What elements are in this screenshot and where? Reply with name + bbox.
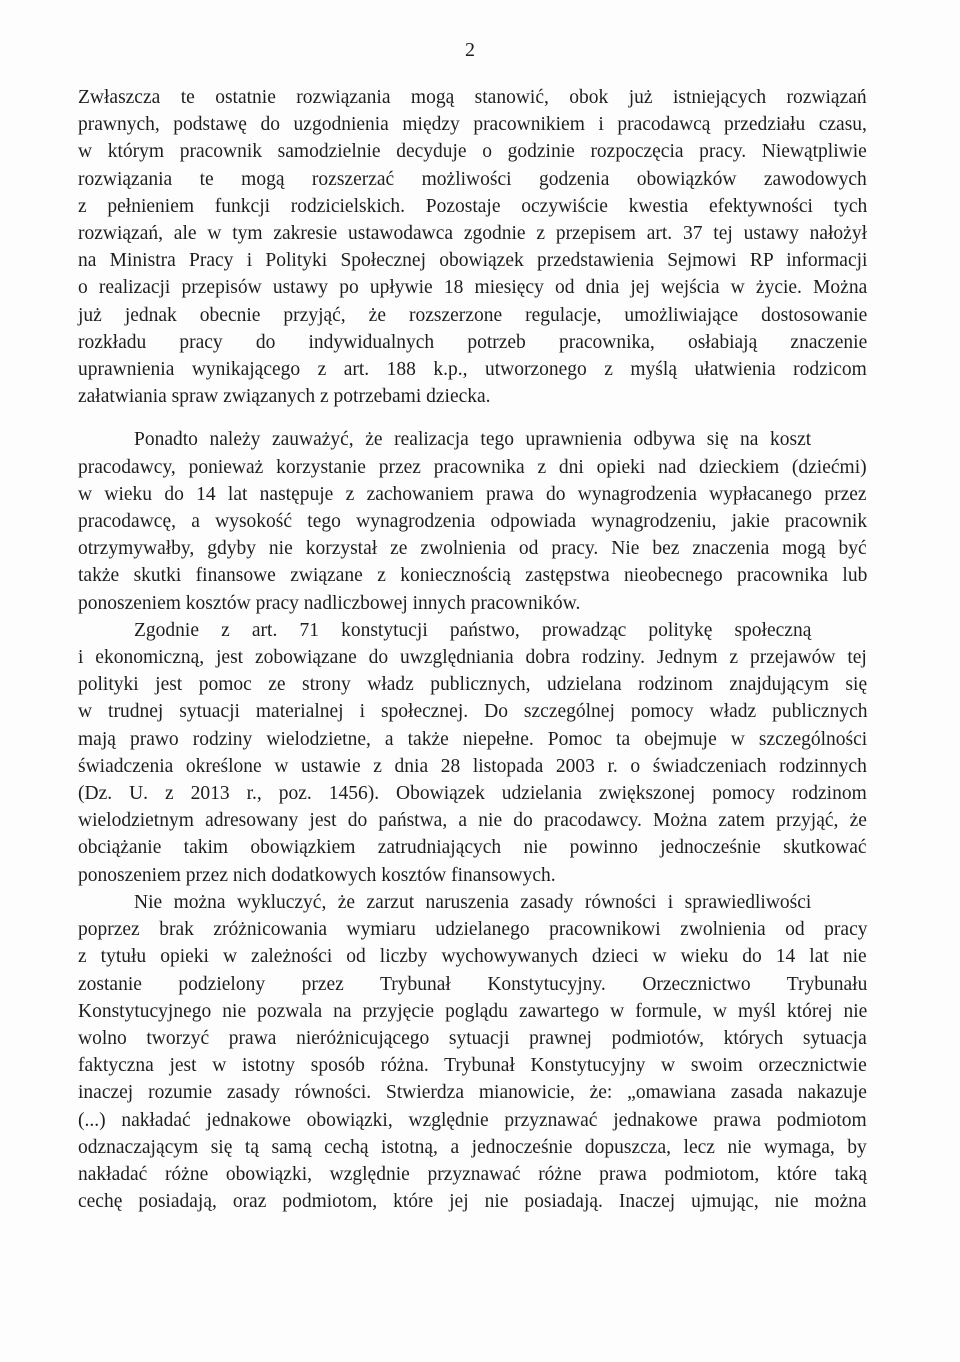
text-line: Zwłaszcza te ostatnie rozwiązania mogą stanowić, obok już istniejących rozwiązań — [78, 87, 867, 108]
text-line: już jednak obecnie przyjąć, że rozszerzone regulacje, umożliwiające dostosowanie — [78, 304, 868, 326]
text-line: wolno tworzyć prawa nieróżnicującego sytuacji prawnej podmiotów, których sytuacja — [78, 1027, 867, 1049]
text-line: Zgodnie z art. 71 konstytucji państwo, prowadząc politykę społeczną — [134, 619, 812, 641]
paragraph-1 — [78, 84, 867, 410]
text-line: (...) nakładać jednakowe obowiązki, względnie przyznawać jednakowe prawa podmiotom — [78, 1109, 867, 1131]
paragraph-2 — [78, 426, 867, 616]
text-line: pracodawcy, ponieważ korzystanie przez pracownika z dni opieki nad dzieckiem (dziećmi) — [78, 456, 867, 478]
text-line: rozkładu pracy do indywidualnych potrzeb pracownika, osłabiają znaczenie — [78, 331, 868, 353]
text-line: uprawnienia wynikającego z art. 188 k.p., utworzonego z myślą ułatwienia rodzicom — [78, 359, 867, 381]
text-line: inaczej rozumie zasady równości. Stwierdza mianowicie, że: „omawiana zasada nakazuje — [78, 1082, 867, 1104]
text-line: rozwiązania te mogą rozszerzać możliwości godzenia obowiązków zawodowych — [78, 168, 867, 190]
text-line: odznaczającym się tą samą cechą istotną, a jednocześnie dopuszcza, lecz nie wymaga, by — [78, 1136, 867, 1158]
document-body — [78, 84, 867, 1215]
text-line: pracodawcę, a wysokość tego wynagrodzenia odpowiada wynagrodzeniu, jakie pracownik — [78, 511, 868, 533]
text-line: ponoszeniem przez nich dodatkowych kosztów finansowych. — [78, 864, 556, 886]
text-line: obciążanie takim obowiązkiem zatrudniających nie powinno jednocześnie skutkować — [78, 837, 867, 859]
text-line: także skutki finansowe związane z koniecznością zastępstwa nieobecnego pracownika lub — [78, 565, 868, 587]
text-line: cechę posiadają, oraz podmiotom, które jej nie posiadają. Inaczej ujmując, nie można — [78, 1191, 867, 1213]
text-line: (Dz. U. z 2013 r., poz. 1456). Obowiązek udzielania zwiększonej pomocy rodzinom — [78, 783, 867, 805]
text-line: załatwiania spraw związanych z potrzebami dziecka. — [78, 386, 491, 408]
text-line: o realizacji przepisów ustawy po upływie 18 miesięcy od dnia jej wejścia w życie. Można — [78, 277, 868, 299]
paragraph-3 — [78, 617, 867, 889]
text-line: mają prawo rodziny wielodzietne, a także niepełne. Pomoc ta obejmuje w szczególności — [78, 728, 868, 750]
text-line: Konstytucyjnego nie pozwala na przyjęcie poglądu zawartego w formule, w myśl której nie — [78, 1000, 868, 1022]
text-line: prawnych, podstawę do uzgodnienia między pracownikiem i pracodawcą przedziału czasu, — [78, 114, 867, 136]
text-line: w trudnej sytuacji materialnej i społecznej. Do szczególnej pomocy władz publicznych — [78, 701, 868, 723]
text-line: poprzez brak zróżnicowania wymiaru udzielanego pracownikowi zwolnienia od pracy — [78, 919, 868, 941]
text-line: otrzymywałby, gdyby nie korzystał ze zwolnienia od pracy. Nie bez znaczenia mogą być — [78, 538, 867, 560]
page-number: 2 — [465, 39, 475, 61]
text-line: świadczenia określone w ustawie z dnia 28 listopada 2003 r. o świadczeniach rodzinnych — [78, 755, 867, 777]
paragraph-4 — [78, 889, 867, 1215]
text-line: Nie można wykluczyć, że zarzut naruszenia zasady równości i sprawiedliwości — [134, 891, 812, 913]
text-line: nakładać różne obowiązki, względnie przyznawać różne prawa podmiotom, które taką — [78, 1163, 868, 1185]
text-line: wielodzietnym adresowany jest do państwa, a nie do pracodawcy. Można zatem przyjąć, że — [78, 810, 867, 832]
text-line: rozwiązań, ale w tym zakresie ustawodawca zgodnie z przepisem art. 37 tej ustawy nałożył — [78, 223, 868, 245]
text-line: w wieku do 14 lat następuje z zachowaniem prawa do wynagrodzenia wypłacanego przez — [78, 483, 867, 505]
text-line: ponoszeniem kosztów pracy nadliczbowej innych pracowników. — [78, 592, 581, 614]
text-line: z tytułu opieki w zależności od liczby wychowywanych dzieci w wieku do 14 lat nie — [78, 946, 867, 968]
text-line: zostanie podzielony przez Trybunał Konstytucyjny. Orzecznictwo Trybunału — [78, 973, 868, 995]
text-line: i ekonomiczną, jest zobowiązane do uwzględniania dobra rodziny. Jednym z przejawów tej — [78, 647, 867, 669]
text-line: na Ministra Pracy i Polityki Społecznej obowiązek przedstawienia Sejmowi RP informacji — [78, 250, 868, 272]
text-line: z pełnieniem funkcji rodzicielskich. Pozostaje oczywiście kwestia efektywności tych — [78, 195, 868, 217]
text-line: w którym pracownik samodzielnie decyduje o godzinie rozpoczęcia pracy. Niewątpliwie — [78, 141, 867, 163]
text-line: Ponadto należy zauważyć, że realizacja tego uprawnienia odbywa się na koszt — [134, 429, 812, 451]
text-line: faktyczna jest w istotny sposób różna. Trybunał Konstytucyjny w swoim orzecznictwie — [78, 1055, 867, 1077]
text-line: polityki jest pomoc ze strony władz publicznych, udzielana rodzinom znajdującym się — [78, 674, 868, 696]
